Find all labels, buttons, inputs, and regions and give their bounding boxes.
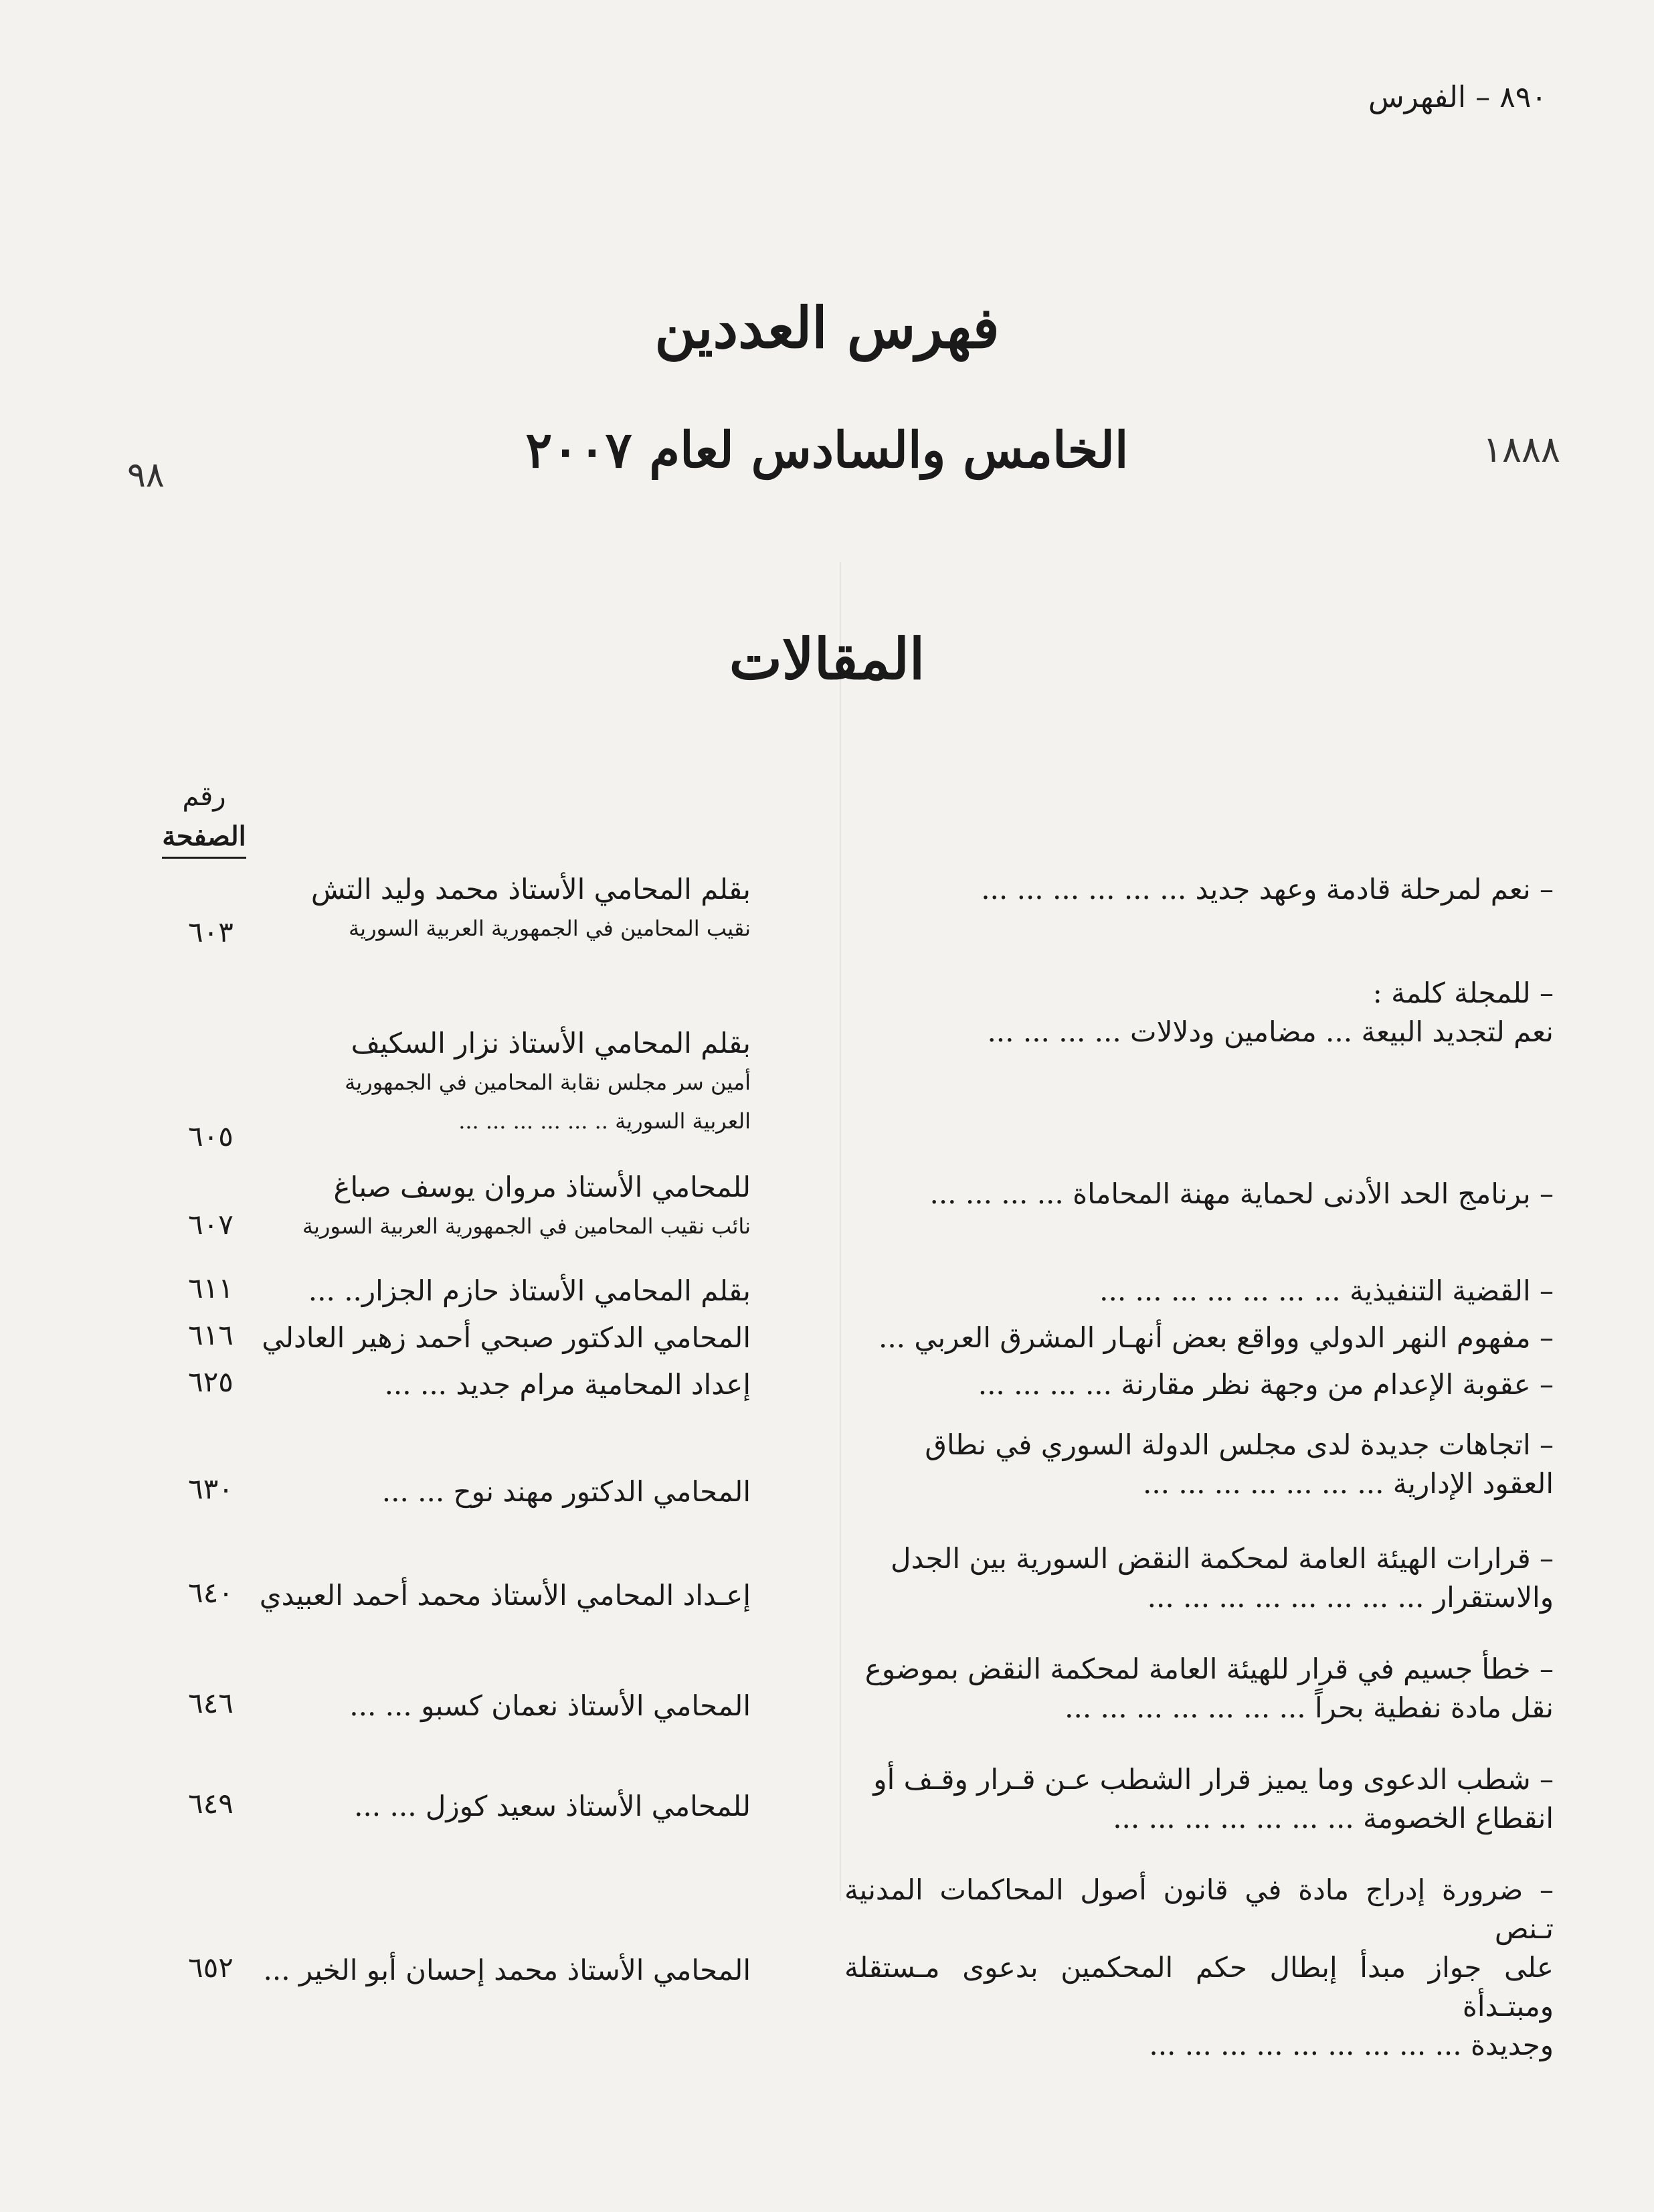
entry-title-line: على جواز مبدأ إبطال حكم المحكمين بدعوى مـستقلة ومبتـدأة bbox=[844, 1951, 1554, 2023]
entry-title-line: نقل مادة نفطية بحراً ... ... ... ... ... ... ... bbox=[1065, 1691, 1554, 1724]
entry-author bbox=[175, 1318, 751, 1357]
entry-title-line: والاستقرار ... ... ... ... ... ... ... ... bbox=[1147, 1581, 1554, 1614]
column-divider bbox=[840, 562, 841, 1901]
entry-author-line: إعـداد المحامي الأستاذ محمد أحمد العبيدي bbox=[259, 1579, 751, 1612]
entry-page-number: ٦٠٧ bbox=[188, 1208, 234, 1241]
entry-page-number: ٦٢٥ bbox=[188, 1365, 234, 1398]
entry-title bbox=[844, 1175, 1554, 1213]
index-title: فهرس العددين bbox=[654, 294, 1000, 361]
entry-title-line: – اتجاهات جديدة لدى مجلس الدولة السوري في نطاق bbox=[925, 1428, 1554, 1461]
entry-title bbox=[844, 1272, 1554, 1310]
entry-page-number: ٦١١ bbox=[188, 1272, 234, 1304]
entry-author bbox=[175, 1787, 751, 1826]
entry-title bbox=[844, 974, 1554, 1051]
entry-page-number: ٦٣٠ bbox=[188, 1472, 234, 1505]
entry-title bbox=[844, 870, 1554, 909]
entry-title bbox=[844, 1318, 1554, 1357]
entry-author-line: المحامي الأستاذ محمد إحسان أبو الخير ... bbox=[263, 1954, 751, 1986]
entry-author-line: نقيب المحامين في الجمهورية العربية السورية bbox=[349, 916, 751, 941]
entry-author-line: بقلم المحامي الأستاذ نزار السكيف bbox=[351, 1027, 751, 1059]
entry-author-line: المحامي الدكتور مهند نوح ... ... bbox=[381, 1475, 751, 1508]
entry-title-line: – قرارات الهيئة العامة لمحكمة النقض السورية بين الجدل bbox=[890, 1542, 1554, 1575]
entry-title bbox=[844, 1365, 1554, 1404]
entry-page-number: ٦٤٩ bbox=[188, 1787, 234, 1820]
entry-title-line: انقطاع الخصومة ... ... ... ... ... ... ... bbox=[1113, 1802, 1554, 1835]
entry-author-line: المحامي الدكتور صبحي أحمد زهير العادلي bbox=[262, 1321, 751, 1354]
entry-author bbox=[175, 1472, 751, 1511]
index-entry bbox=[0, 1318, 1654, 1354]
entry-author bbox=[175, 1687, 751, 1725]
entry-author-line: أمين سر مجلس نقابة المحامين في الجمهورية bbox=[345, 1070, 751, 1095]
index-entry bbox=[0, 1760, 1654, 1835]
entry-author bbox=[175, 870, 751, 948]
page-number-column-header bbox=[154, 776, 254, 859]
entry-page-number: ٦١٦ bbox=[188, 1318, 234, 1351]
entry-title-line: العقود الإدارية ... ... ... ... ... ... ... bbox=[1142, 1467, 1554, 1500]
entry-author bbox=[175, 1951, 751, 1990]
entry-author-line: نائب نقيب المحامين في الجمهورية العربية السورية bbox=[302, 1213, 751, 1239]
entry-title-line: – القضية التنفيذية ... ... ... ... ... ... ... bbox=[1099, 1274, 1554, 1307]
entry-page-number: ٦٤٦ bbox=[188, 1687, 234, 1719]
margin-note-left: ٩٨ bbox=[127, 455, 165, 495]
entry-title-line: – ضرورة إدراج مادة في قانون أصول المحاكمات المدنية تـنص bbox=[844, 1873, 1554, 1945]
entry-title-line: – نعم لمرحلة قادمة وعهد جديد ... ... ... ... ... ... bbox=[981, 873, 1554, 906]
index-entry bbox=[0, 1365, 1654, 1401]
entry-author-line: إعداد المحامية مرام جديد ... ... bbox=[384, 1368, 751, 1401]
entry-title bbox=[844, 1871, 1554, 2065]
page-number-label-line1: رقم bbox=[182, 781, 226, 812]
entry-author bbox=[175, 1168, 751, 1246]
entry-title-line: – برنامج الحد الأدنى لحماية مهنة المحاماة ... ... ... ... bbox=[929, 1177, 1554, 1210]
entry-title-line: – خطأ جسيم في قرار للهيئة العامة لمحكمة النقض بموضوع bbox=[864, 1652, 1554, 1685]
entry-author bbox=[175, 1576, 751, 1615]
entry-author bbox=[175, 1272, 751, 1310]
entry-author bbox=[175, 1365, 751, 1404]
page-number-label-line2: الصفحة bbox=[162, 817, 246, 859]
entry-title-line: نعم لتجديد البيعة ... مضامين ودلالات ... ... ... ... bbox=[987, 1015, 1554, 1048]
entry-author-line: المحامي الأستاذ نعمان كسبو ... ... bbox=[349, 1689, 751, 1722]
index-entry bbox=[0, 1539, 1654, 1614]
entry-title-line: – مفهوم النهر الدولي وواقع بعض أنهـار المشرق العربي ... bbox=[878, 1321, 1554, 1354]
margin-note-right: ١٨٨٨ bbox=[1482, 428, 1560, 471]
entry-title bbox=[844, 1760, 1554, 1838]
index-entry bbox=[0, 1168, 1654, 1241]
index-subtitle: الخامس والسادس لعام ٢٠٠٧ bbox=[525, 422, 1129, 479]
entry-author-line: العربية السورية .. ... ... ... ... ... bbox=[458, 1108, 751, 1134]
entry-page-number: ٦٥٢ bbox=[188, 1951, 234, 1984]
entry-title bbox=[844, 1650, 1554, 1727]
entry-title-line: وجديدة ... ... ... ... ... ... ... ... ... bbox=[1149, 2029, 1554, 2061]
section-heading-articles: المقالات bbox=[729, 626, 925, 692]
index-entry bbox=[0, 870, 1654, 948]
entry-author-line: للمحامي الأستاذ مروان يوسف صباغ bbox=[333, 1171, 751, 1203]
entry-page-number: ٦٤٠ bbox=[188, 1576, 234, 1609]
entry-title-line: – للمجلة كلمة : bbox=[1372, 976, 1554, 1009]
entry-title bbox=[844, 1539, 1554, 1617]
entry-title-line: – شطب الدعوى وما يميز قرار الشطب عـن قـرار وقـف أو bbox=[873, 1763, 1554, 1796]
entry-title-line: – عقوبة الإعدام من وجهة نظر مقارنة ... ... ... ... bbox=[978, 1368, 1554, 1401]
entry-author-line: بقلم المحامي الأستاذ حازم الجزار.. ... bbox=[308, 1274, 751, 1307]
entry-title bbox=[844, 1426, 1554, 1503]
entry-page-number: ٦٠٣ bbox=[188, 916, 234, 948]
entry-page-number: ٦٠٥ bbox=[188, 1120, 234, 1153]
entry-author-line: بقلم المحامي الأستاذ محمد وليد التش bbox=[310, 873, 751, 906]
running-header: ٨٩٠ – الفهرس bbox=[1368, 80, 1547, 114]
entry-author bbox=[175, 1024, 751, 1140]
entry-author-line: للمحامي الأستاذ سعيد كوزل ... ... bbox=[354, 1790, 751, 1822]
